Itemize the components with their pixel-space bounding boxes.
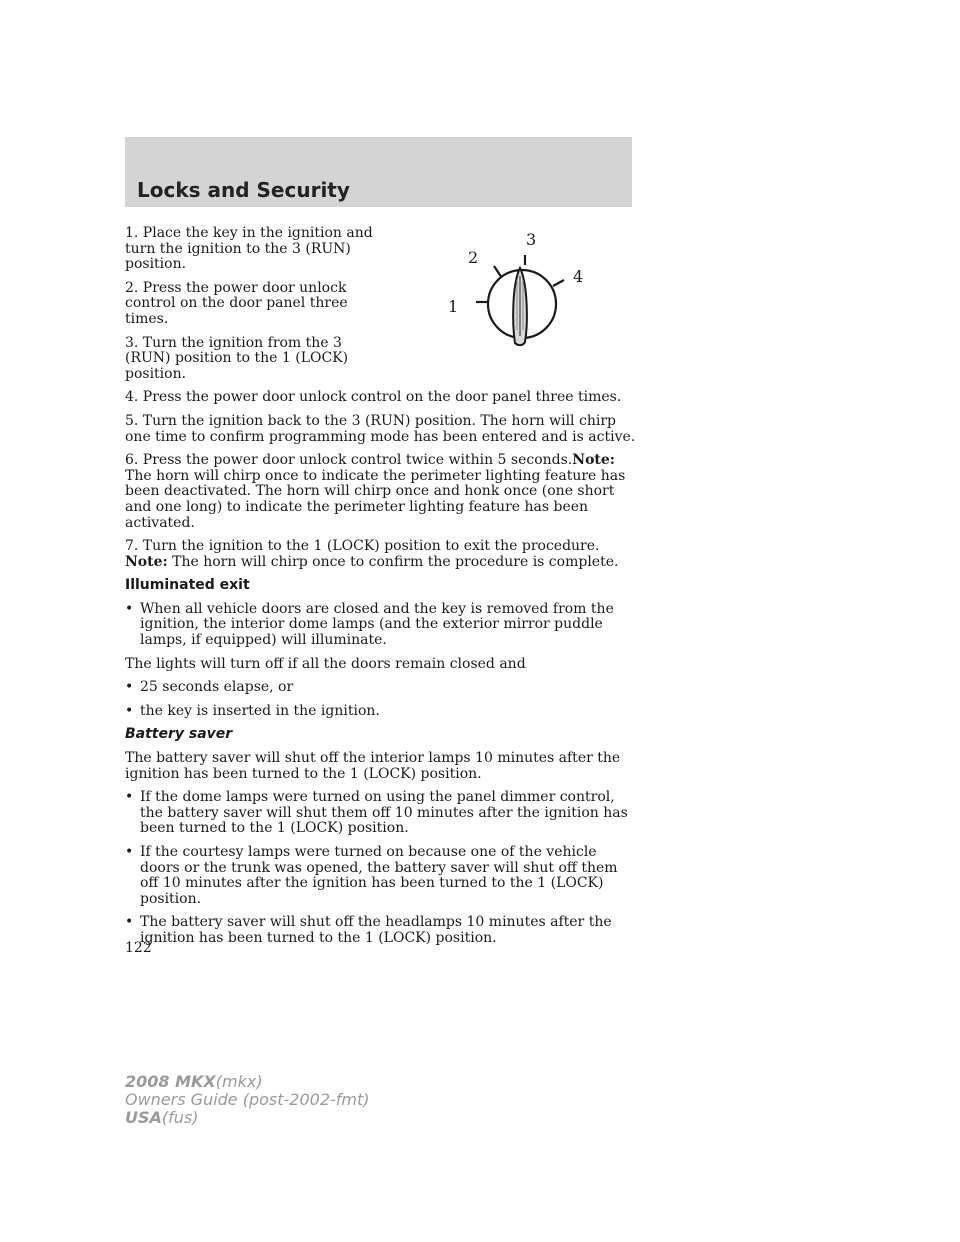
bullet-dot: • xyxy=(125,844,134,860)
bullet-dot: • xyxy=(125,600,134,617)
footer-line-3: USA(fus) xyxy=(125,1108,199,1127)
header-band xyxy=(125,137,632,207)
step-6-note-label: Note: xyxy=(572,452,615,469)
step-1: 1. Place the key in the ignition and turn the ignition to the 3 (RUN) position. xyxy=(125,225,373,273)
step-3: 3. Turn the ignition from the 3 (RUN) position to the 1 (LOCK) position. xyxy=(125,334,349,382)
label-pos-3: 3 xyxy=(526,230,537,249)
list-item: • If the courtesy lamps were turned on because one of the vehicle doors or the trunk was opened, the battery saver will shut off them off 10 minutes after the ignition has been turned to the 1 (LOCK) position. xyxy=(125,844,618,907)
list-item: • The battery saver will shut off the headlamps 10 minutes after the ignition has been turned to the 1 (LOCK) position. xyxy=(125,914,612,946)
footer-line-1: 2008 MKX(mkx) xyxy=(125,1072,263,1091)
list-item: • If the dome lamps were turned on using the panel dimmer control, the battery saver will shut them off 10 minutes after the ignition has been turned to the 1 (LOCK) position. xyxy=(125,789,628,837)
battery-saver-heading: Battery saver xyxy=(125,726,233,743)
step-2: 2. Press the power door unlock control on the door panel three times. xyxy=(125,279,348,327)
page-number: 122 xyxy=(125,940,152,956)
illuminated-exit-intro: The lights will turn off if all the doors remain closed and xyxy=(125,655,526,672)
battery-saver-intro: The battery saver will shut off the interior lamps 10 minutes after the ignition has been turned to the 1 (LOCK) position. xyxy=(125,750,621,782)
step-7 xyxy=(125,539,637,570)
label-pos-2: 2 xyxy=(468,248,479,267)
step-7-note: The horn will chirp once to confirm the procedure is complete. xyxy=(167,553,619,570)
step-6 xyxy=(125,453,637,531)
bullet-dot: • xyxy=(125,914,134,931)
step-7-note-label: Note: xyxy=(125,553,168,570)
document-footer xyxy=(125,1073,370,1127)
label-pos-1: 1 xyxy=(448,297,459,316)
list-item: • the key is inserted in the ignition. xyxy=(125,702,380,719)
list-item: • When all vehicle doors are closed and the key is removed from the ignition, the interior dome lamps (and the exterior mirror puddle lamps, if equipped) will illuminate. xyxy=(125,600,614,649)
bullet-dot: • xyxy=(125,702,134,719)
illuminated-exit-heading: Illuminated exit xyxy=(125,577,250,594)
bullet-dot: • xyxy=(125,679,134,696)
step-6-note: The horn will chirp once to indicate the perimeter lighting feature has been deactivated. The horn will chirp once and honk once (one short and one long) to indicate the perimeter lighting feature has been activated. xyxy=(125,467,626,531)
step-4: 4. Press the power door unlock control on the door panel three times. xyxy=(125,389,622,406)
page-content xyxy=(125,226,637,955)
label-pos-4: 4 xyxy=(573,267,584,286)
bullet-dot: • xyxy=(125,789,134,806)
section-title: Locks and Security xyxy=(137,178,350,202)
list-item: • 25 seconds elapse, or xyxy=(125,679,294,696)
step-6-text: 6. Press the power door unlock control twice within 5 seconds. xyxy=(125,452,573,469)
step-7-text: 7. Turn the ignition to the 1 (LOCK) position to exit the procedure. xyxy=(125,538,600,555)
step-5: 5. Turn the ignition back to the 3 (RUN) position. The horn will chirp one time to confirm programming mode has been entered and is active. xyxy=(125,412,636,445)
footer-line-2: Owners Guide (post-2002-fmt) xyxy=(125,1090,370,1109)
